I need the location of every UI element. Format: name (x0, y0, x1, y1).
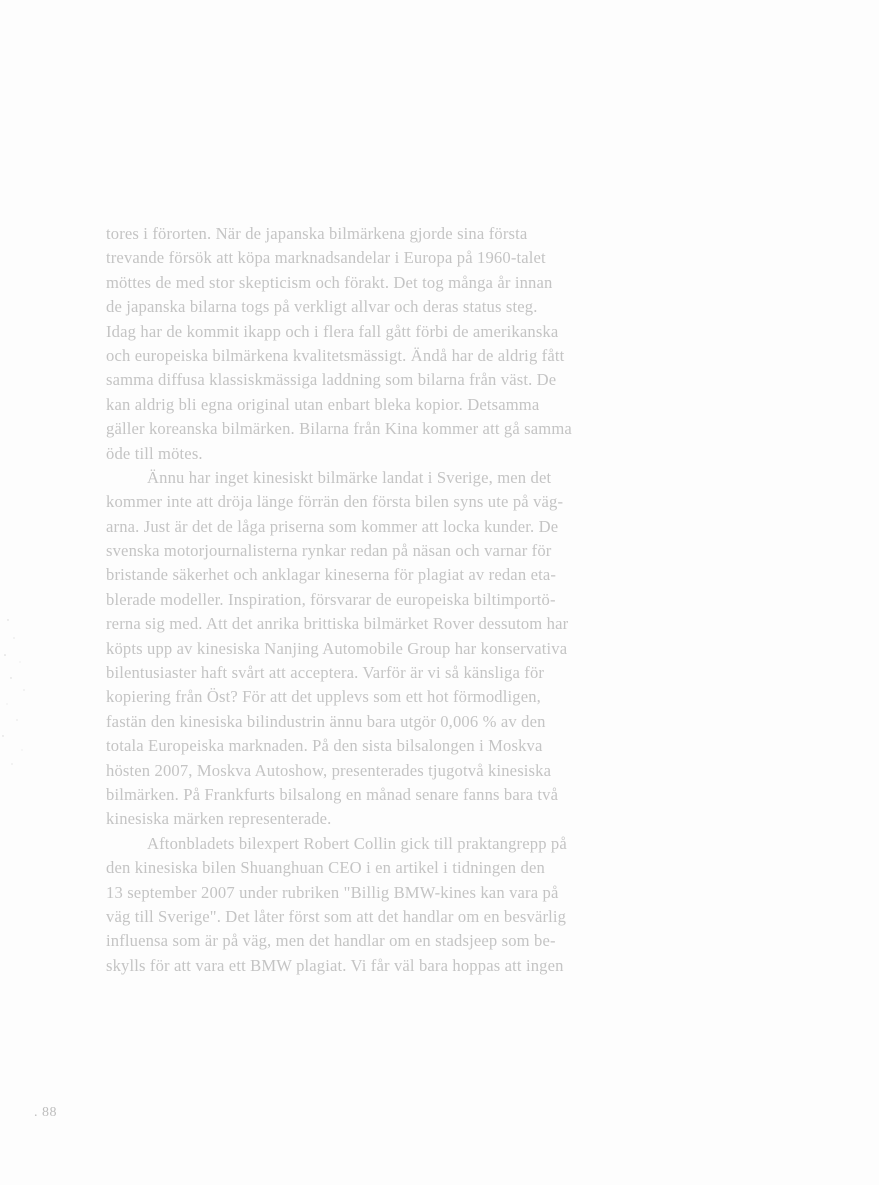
text-line: hösten 2007, Moskva Autoshow, presenterades tjugotvå kinesiska (106, 760, 552, 780)
body-text (106, 222, 711, 978)
text-line: arna. Just är det de låga priserna som kommer att locka kunder. De (106, 516, 559, 536)
text-line: skylls för att vara ett BMW plagiat. Vi får väl bara hoppas att ingen (106, 955, 564, 975)
text-line: väg till Sverige". Det låter först som att det handlar om en besvärlig (106, 906, 567, 926)
text-line: rerna sig med. Att det anrika brittiska bilmärket Rover dessutom har (106, 614, 569, 634)
text-line: öde till mötes. (106, 443, 203, 463)
text-line: köpts upp av kinesiska Nanjing Automobile Group har konservativa (106, 638, 568, 658)
text-line: bilentusiaster haft svårt att acceptera. Varför är vi så känsliga för (106, 663, 545, 683)
text-line: bristande säkerhet och anklagar kineserna för plagiat av redan eta- (106, 565, 557, 585)
text-line: influensa som är på väg, men det handlar om en stadsjeep som be- (106, 931, 556, 951)
text-line: kan aldrig bli egna original utan enbart bleka kopior. Detsamma (106, 394, 540, 414)
text-line: och europeiska bilmärkena kvalitetsmässigt. Ändå har de aldrig fått (106, 345, 565, 365)
text-line: den kinesiska bilen Shuanghuan CEO i en artikel i tidningen den (106, 858, 545, 878)
text-line: gäller koreanska bilmärken. Bilarna från Kina kommer att gå samma (106, 419, 572, 439)
page-number (34, 1105, 57, 1121)
text-line: svenska motorjournalisterna rynkar redan på näsan och varnar för (106, 541, 552, 561)
text-line: Aftonbladets bilexpert Robert Collin gick till praktangrepp på (147, 833, 567, 853)
text-line: Idag har de kommit ikapp och i flera fall gått förbi de amerikanska (106, 321, 559, 341)
page-number-value: 88 (42, 1105, 57, 1120)
page-number-prefix: . (34, 1105, 38, 1120)
text-line: totala Europeiska marknaden. På den sista bilsalongen i Moskva (106, 736, 543, 756)
text-line: bilmärken. På Frankfurts bilsalong en månad senare fanns bara två (106, 784, 559, 804)
text-line: kopiering från Öst? För att det upplevs som ett hot förmodligen, (106, 687, 541, 707)
text-line: tores i förorten. När de japanska bilmärkena gjorde sina första (106, 224, 528, 243)
text-line: de japanska bilarna togs på verkligt allvar och deras status steg. (106, 297, 538, 317)
text-line: kinesiska märken representerade. (106, 809, 332, 829)
text-line: Ännu har inget kinesiskt bilmärke landat i Sverige, men det (147, 467, 552, 487)
text-line: möttes de med stor skepticism och förakt. Det tog många år innan (106, 272, 553, 292)
text-line: fastän den kinesiska bilindustrin ännu bara utgör 0,006 % av den (106, 711, 546, 731)
text-line: trevande försök att köpa marknadsandelar i Europa på 1960-talet (106, 248, 546, 268)
text-line: samma diffusa klassiskmässiga laddning som bilarna från väst. De (106, 370, 557, 390)
text-line: blerade modeller. Inspiration, försvarar de europeiska biltimportö- (106, 589, 556, 609)
text-line: kommer inte att dröja länge förrän den första bilen syns ute på väg- (106, 492, 564, 512)
scan-speckle (0, 600, 40, 780)
text-line: 13 september 2007 under rubriken "Billig BMW-kines kan vara på (106, 882, 559, 902)
